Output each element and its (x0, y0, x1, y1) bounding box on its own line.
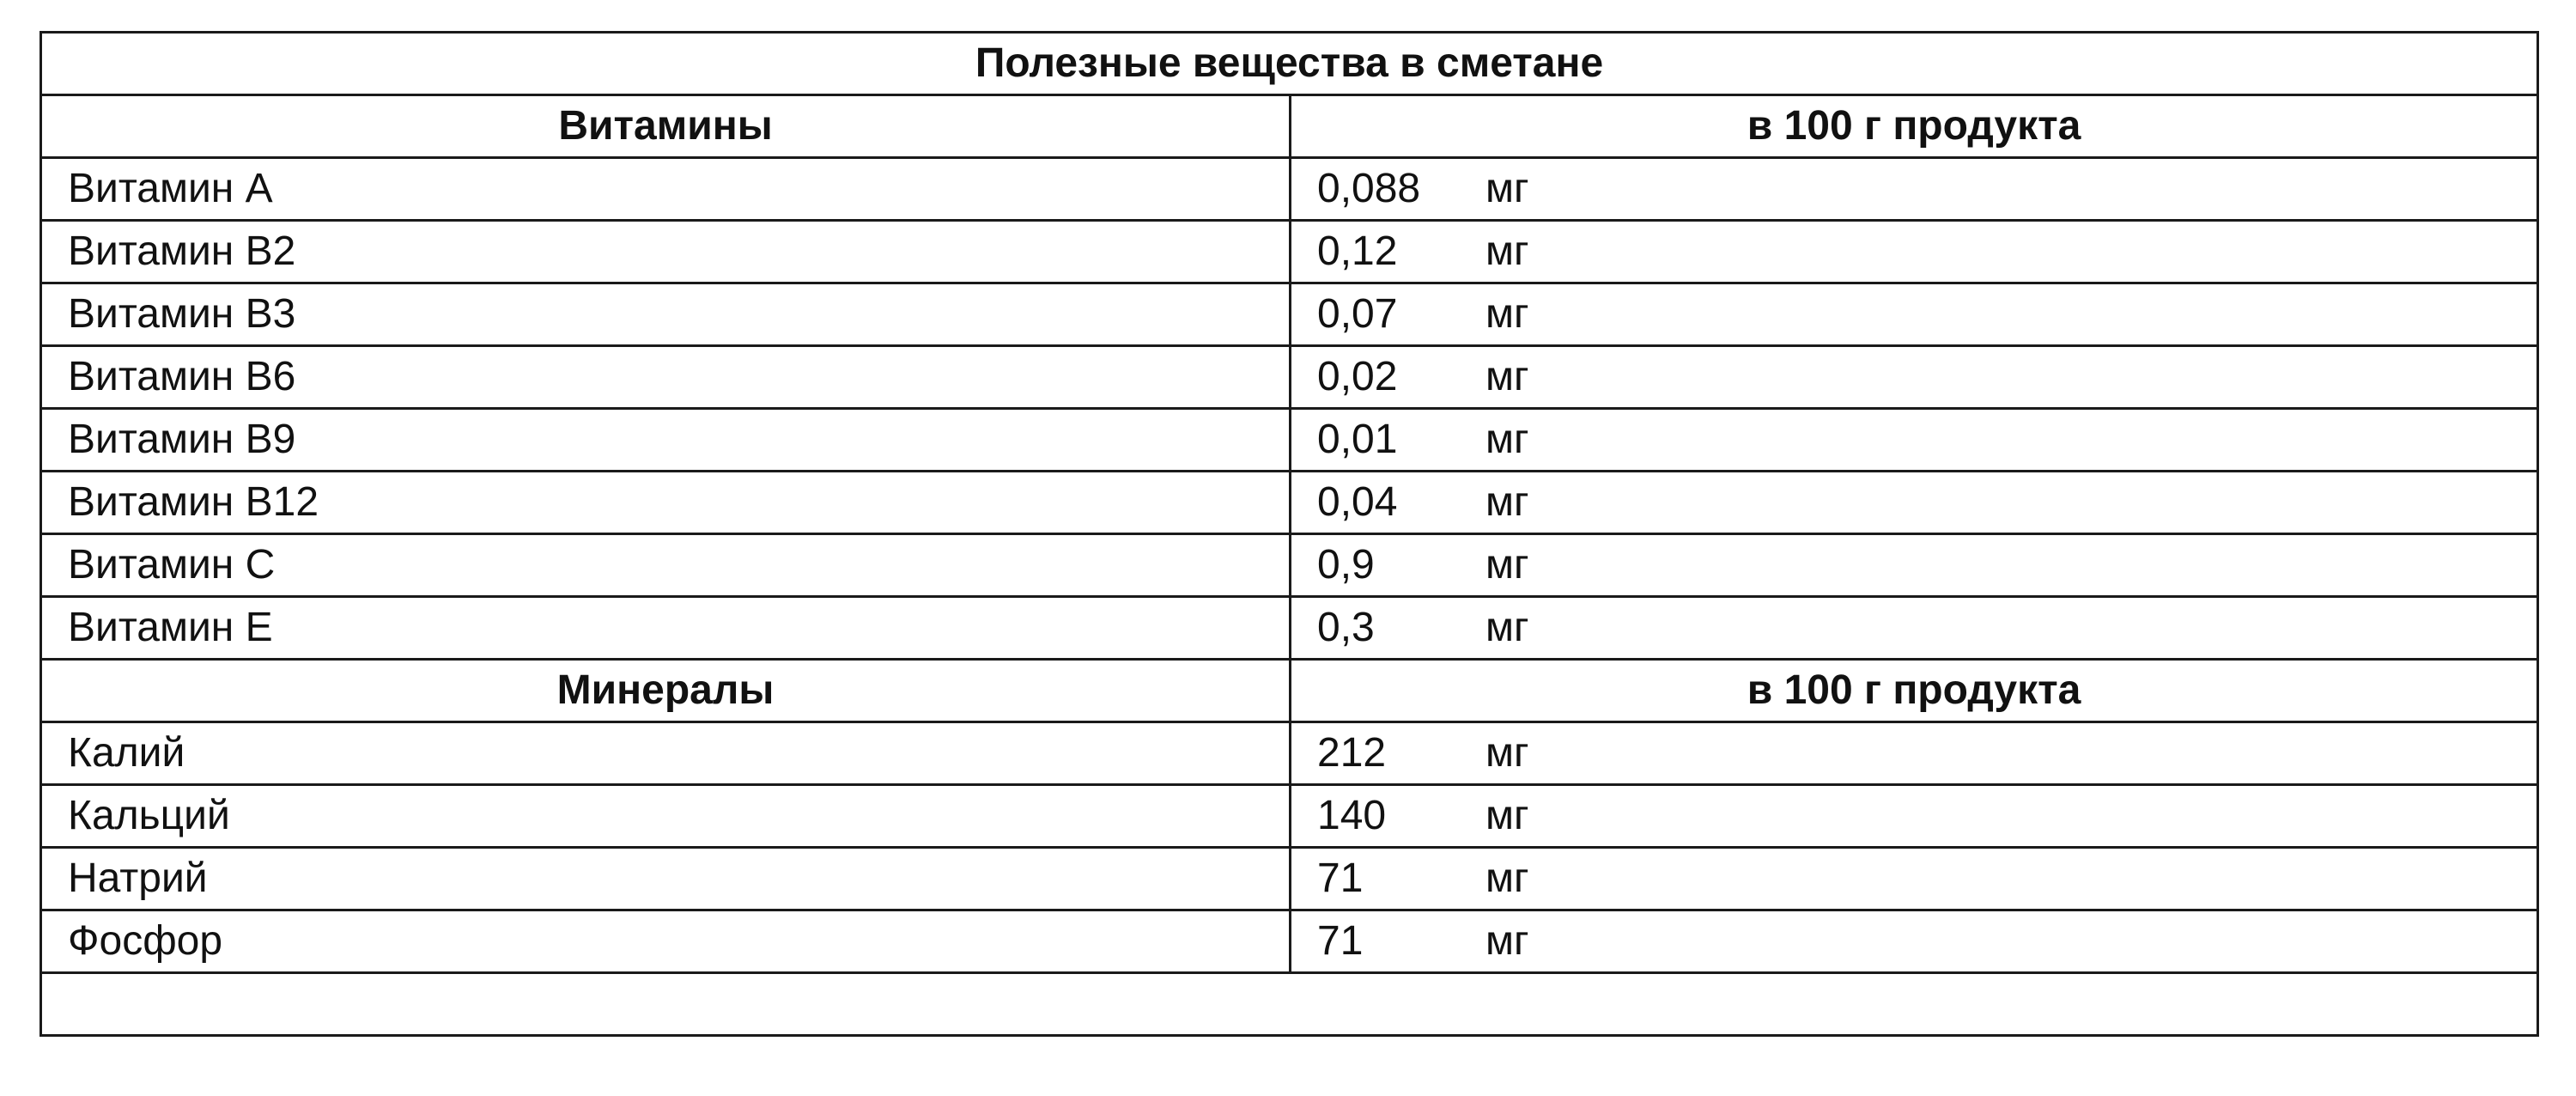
table-row (41, 597, 2538, 660)
empty-row (41, 973, 2538, 1036)
amount-value: 0,01 (1317, 417, 1398, 462)
minerals-header-row (41, 660, 2538, 722)
amount-unit: мг (1485, 918, 1529, 964)
amount-value: 0,3 (1317, 605, 1375, 650)
nutrient-amount (1291, 597, 2538, 660)
nutrient-name: Витамин Е (41, 597, 1291, 660)
nutrient-name: Калий (41, 722, 1291, 785)
vitamins-header-row (41, 95, 2538, 158)
amount-unit: мг (1485, 605, 1529, 650)
nutrient-name: Витамин В6 (41, 346, 1291, 409)
empty-cell (41, 973, 2538, 1036)
amount-unit: мг (1485, 855, 1529, 901)
table-row (41, 848, 2538, 910)
nutrient-name: Витамин С (41, 534, 1291, 597)
table-row (41, 158, 2538, 221)
amount-value: 212 (1317, 730, 1387, 776)
nutrient-name: Витамин В12 (41, 472, 1291, 534)
nutrient-amount (1291, 722, 2538, 785)
amount-unit: мг (1485, 542, 1529, 588)
amount-value: 0,07 (1317, 291, 1398, 337)
amount-unit: мг (1485, 730, 1529, 776)
nutrient-name: Фосфор (41, 910, 1291, 973)
amount-value: 0,02 (1317, 354, 1398, 399)
amount-value: 0,088 (1317, 166, 1421, 211)
table-title: Полезные вещества в сметане (41, 33, 2538, 95)
amount-value: 71 (1317, 855, 1364, 901)
nutrient-table (39, 31, 2539, 1037)
table-row (41, 472, 2538, 534)
amount-value: 0,12 (1317, 228, 1398, 274)
amount-value: 0,04 (1317, 479, 1398, 525)
nutrient-name: Натрий (41, 848, 1291, 910)
table-row (41, 785, 2538, 848)
nutrient-amount (1291, 283, 2538, 346)
nutrient-amount (1291, 848, 2538, 910)
nutrient-amount (1291, 221, 2538, 283)
amount-unit: мг (1485, 291, 1529, 337)
amount-unit: мг (1485, 417, 1529, 462)
nutrient-name: Витамин В3 (41, 283, 1291, 346)
table-row (41, 283, 2538, 346)
table-row (41, 346, 2538, 409)
table-row (41, 534, 2538, 597)
amount-unit: мг (1485, 228, 1529, 274)
nutrient-amount (1291, 158, 2538, 221)
amount-unit: мг (1485, 793, 1529, 838)
amount-unit: мг (1485, 166, 1529, 211)
vitamins-amount-header: в 100 г продукта (1291, 95, 2538, 158)
amount-unit: мг (1485, 354, 1529, 399)
minerals-header: Минералы (41, 660, 1291, 722)
table-row (41, 910, 2538, 973)
table-row (41, 722, 2538, 785)
nutrient-amount (1291, 472, 2538, 534)
amount-unit: мг (1485, 479, 1529, 525)
minerals-amount-header: в 100 г продукта (1291, 660, 2538, 722)
nutrient-amount (1291, 409, 2538, 472)
nutrient-amount (1291, 910, 2538, 973)
table-row (41, 409, 2538, 472)
amount-value: 0,9 (1317, 542, 1375, 588)
amount-value: 71 (1317, 918, 1364, 964)
nutrient-name: Витамин В9 (41, 409, 1291, 472)
nutrient-amount (1291, 534, 2538, 597)
title-row (41, 33, 2538, 95)
nutrient-name: Витамин А (41, 158, 1291, 221)
nutrient-amount (1291, 785, 2538, 848)
nutrient-name: Кальций (41, 785, 1291, 848)
vitamins-header: Витамины (41, 95, 1291, 158)
nutrient-name: Витамин В2 (41, 221, 1291, 283)
table-row (41, 221, 2538, 283)
amount-value: 140 (1317, 793, 1387, 838)
nutrient-amount (1291, 346, 2538, 409)
